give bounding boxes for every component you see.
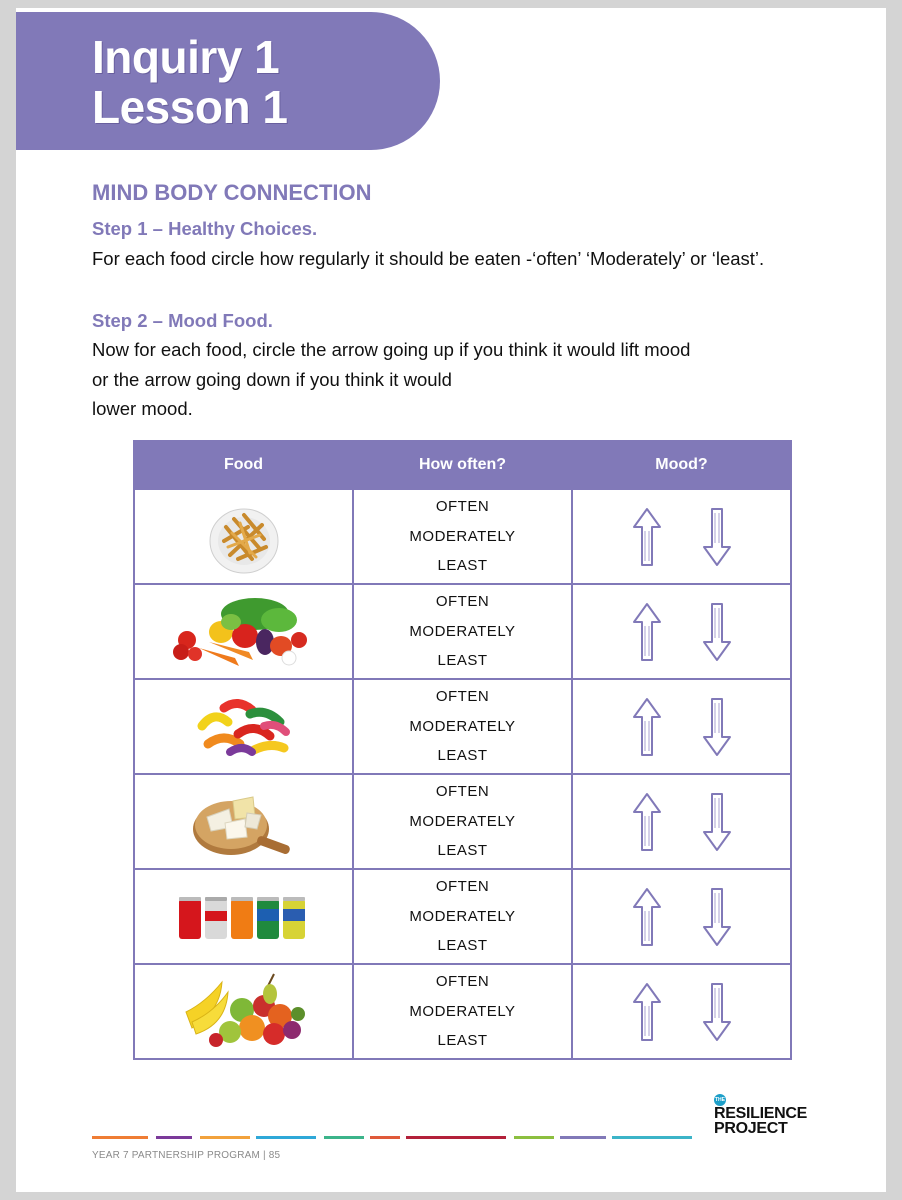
header-banner xyxy=(16,12,440,150)
how-often-cell xyxy=(353,489,572,584)
table-row xyxy=(134,489,791,584)
food-cell xyxy=(134,679,353,774)
option-least[interactable]: LEAST xyxy=(437,842,488,860)
step-2-title: Step 2 – Mood Food. xyxy=(92,310,273,331)
option-moderately[interactable]: MODERATELY xyxy=(409,812,516,830)
header-how-often: How often? xyxy=(353,441,572,489)
option-moderately[interactable]: MODERATELY xyxy=(409,1002,516,1020)
cheese-board-icon xyxy=(189,783,299,861)
how-often-cell xyxy=(353,869,572,964)
mood-cell xyxy=(572,679,791,774)
title-line-2: Lesson 1 xyxy=(92,81,288,133)
option-least[interactable]: LEAST xyxy=(437,937,488,955)
arrow-up-icon[interactable] xyxy=(632,507,662,567)
step-2-text-line-1: Now for each food, circle the arrow going up if you think it would lift mood xyxy=(92,339,691,360)
food-table xyxy=(133,440,792,1060)
step-1-title: Step 1 – Healthy Choices. xyxy=(92,218,318,239)
arrow-down-icon[interactable] xyxy=(702,792,732,852)
page-title xyxy=(92,32,287,132)
option-least[interactable]: LEAST xyxy=(437,557,488,575)
arrow-up-icon[interactable] xyxy=(632,697,662,757)
arrow-up-icon[interactable] xyxy=(632,792,662,852)
option-moderately[interactable]: MODERATELY xyxy=(409,622,516,640)
table-row xyxy=(134,964,791,1059)
header-food: Food xyxy=(134,441,353,489)
option-moderately[interactable]: MODERATELY xyxy=(409,717,516,735)
arrow-down-icon[interactable] xyxy=(702,507,732,567)
chips-icon xyxy=(204,497,284,577)
option-least[interactable]: LEAST xyxy=(437,652,488,670)
logo-word-1: RESILIENCE xyxy=(714,1105,808,1122)
how-often-cell xyxy=(353,679,572,774)
option-least[interactable]: LEAST xyxy=(437,1032,488,1050)
vegetables-icon xyxy=(169,592,319,672)
step-2-text xyxy=(92,335,832,424)
food-cell xyxy=(134,869,353,964)
header-mood: Mood? xyxy=(572,441,791,489)
arrow-down-icon[interactable] xyxy=(702,887,732,947)
option-moderately[interactable]: MODERATELY xyxy=(409,527,516,545)
section-title: MIND BODY CONNECTION xyxy=(92,180,372,205)
table-row xyxy=(134,584,791,679)
resilience-project-logo xyxy=(714,1094,807,1136)
food-cell xyxy=(134,774,353,869)
table-row xyxy=(134,774,791,869)
footer-program-label: YEAR 7 PARTNERSHIP PROGRAM | 85 xyxy=(92,1150,281,1161)
step-2-text-line-2: or the arrow going down if you think it would xyxy=(92,368,452,390)
mood-cell xyxy=(572,584,791,679)
how-often-cell xyxy=(353,774,572,869)
arrow-up-icon[interactable] xyxy=(632,887,662,947)
document-page xyxy=(16,8,886,1192)
how-often-cell xyxy=(353,964,572,1059)
mood-cell xyxy=(572,774,791,869)
fruit-icon xyxy=(182,972,306,1052)
option-often[interactable]: OFTEN xyxy=(435,878,490,896)
option-often[interactable]: OFTEN xyxy=(435,688,490,706)
how-often-cell xyxy=(353,584,572,679)
arrow-down-icon[interactable] xyxy=(702,982,732,1042)
step-2-text-line-3: lower mood. xyxy=(92,398,193,419)
mood-cell xyxy=(572,869,791,964)
arrow-down-icon[interactable] xyxy=(702,602,732,662)
table-row xyxy=(134,679,791,774)
arrow-up-icon[interactable] xyxy=(632,982,662,1042)
option-often[interactable]: OFTEN xyxy=(435,973,490,991)
lollies-icon xyxy=(194,692,294,762)
option-often[interactable]: OFTEN xyxy=(435,593,490,611)
arrow-down-icon[interactable] xyxy=(702,697,732,757)
table-row xyxy=(134,869,791,964)
step-1-text: For each food circle how regularly it should be eaten -‘often’ ‘Moderately’ or ‘least’. xyxy=(92,248,765,269)
mood-cell xyxy=(572,964,791,1059)
food-cell xyxy=(134,964,353,1059)
logo-dot: THE xyxy=(714,1094,726,1106)
option-often[interactable]: OFTEN xyxy=(435,783,490,801)
mood-cell xyxy=(572,489,791,584)
option-least[interactable]: LEAST xyxy=(437,747,488,765)
arrow-up-icon[interactable] xyxy=(632,602,662,662)
table-header-row xyxy=(134,441,791,489)
logo-word-2: PROJECT xyxy=(714,1120,788,1137)
option-moderately[interactable]: MODERATELY xyxy=(409,907,516,925)
title-line-1: Inquiry 1 xyxy=(92,31,280,83)
food-cell xyxy=(134,489,353,584)
soft-drink-cans-icon xyxy=(177,891,311,943)
food-cell xyxy=(134,584,353,679)
option-often[interactable]: OFTEN xyxy=(435,498,490,516)
footer-divider xyxy=(92,1136,702,1139)
